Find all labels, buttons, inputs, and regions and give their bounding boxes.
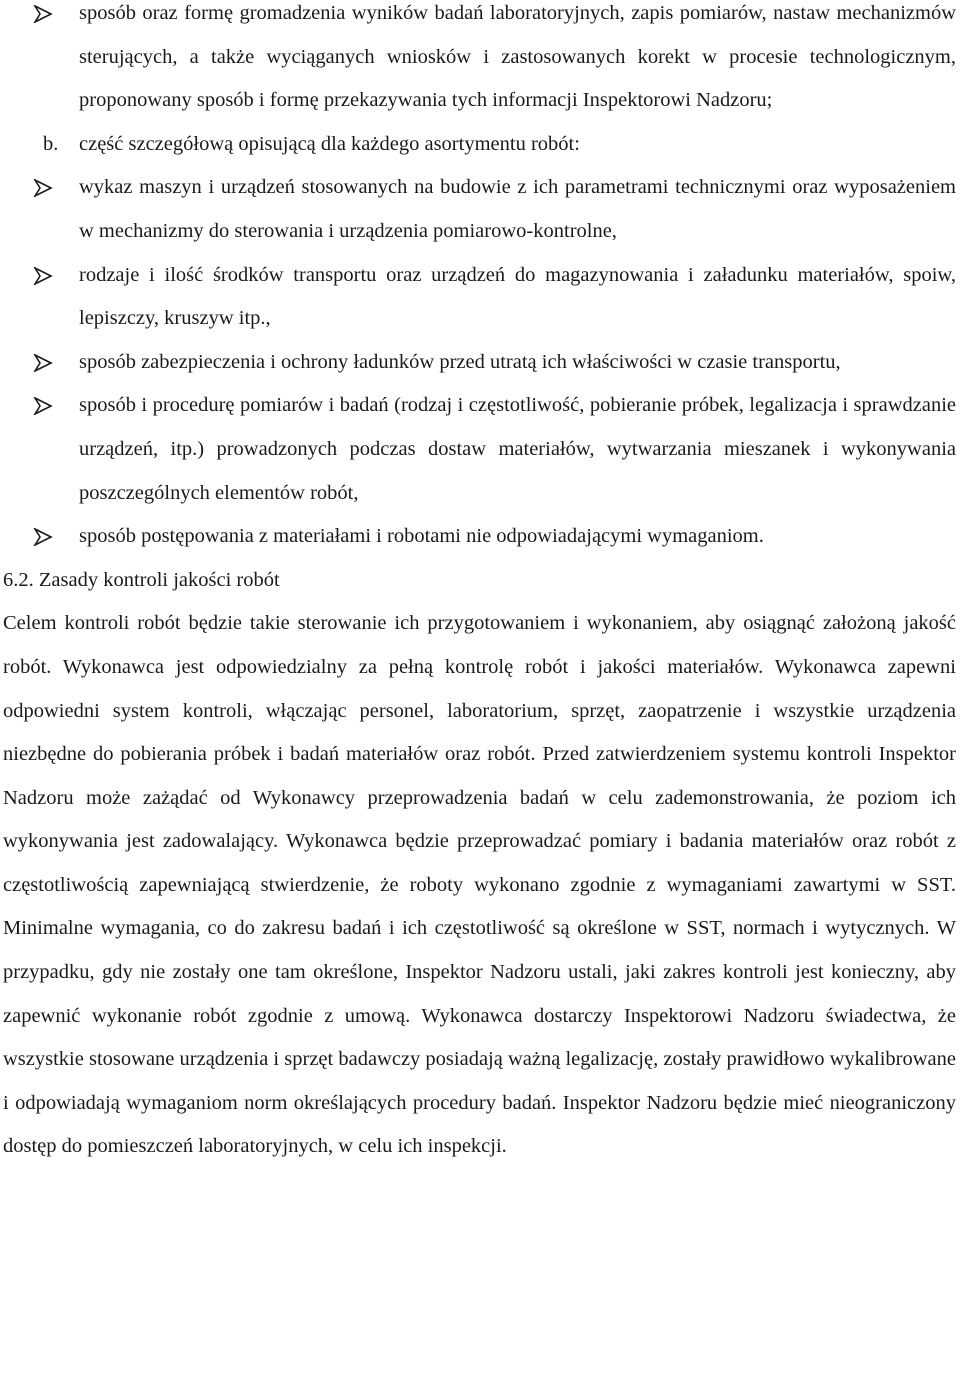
arrowhead-outline-icon	[33, 179, 53, 197]
list-letter: b.	[43, 132, 59, 155]
bullet-text: sposób i procedurę pomiarów i badań (rodzaj i częstotliwość, pobieranie próbek, legalizacja i sprawdzanie urządzeń, itp.) prowadzonych podczas dostaw materiałów, wytwarzania mieszanek i wykonywania poszczególnych elementów robót,	[79, 394, 956, 504]
list-item-b	[3, 123, 956, 167]
arrowhead-outline-icon	[33, 267, 53, 285]
bullet-text: wykaz maszyn i urządzeń stosowanych na budowie z ich parametrami technicznymi oraz wyposażeniem w mechanizmy do sterowania i urządzenia pomiarowo-kontrolne,	[79, 176, 956, 242]
section-heading: 6.2. Zasady kontroli jakości robót	[3, 568, 280, 591]
arrowhead-outline-icon	[33, 354, 53, 372]
bullet-item-machines	[3, 166, 956, 253]
arrowhead-outline-icon	[33, 397, 53, 415]
bullet-item-nonconforming	[3, 515, 956, 559]
list-item-title: część szczegółową opisującą dla każdego asortymentu robót:	[79, 132, 580, 155]
arrowhead-outline-icon	[33, 528, 53, 546]
bullet-text: rodzaje i ilość środków transportu oraz urządzeń do magazynowania i załadunku materiałów, spoiw, lepiszczy, kruszyw itp.,	[79, 263, 956, 330]
arrowhead-outline-icon	[33, 5, 53, 23]
bullet-item-protection	[3, 341, 956, 385]
bullet-text: sposób oraz formę gromadzenia wyników badań laboratoryjnych, zapis pomiarów, nastaw mechanizmów sterujących, a także wyciąganych wniosków i zastosowanych korekt w procesie technologicznym, proponowany sposób i formę przekazywania tych informacji Inspektorowi Nadzoru;	[79, 2, 956, 112]
body-paragraph: Celem kontroli robót będzie takie sterowanie ich przygotowaniem i wykonaniem, aby osiągnąć założoną jakość robót. Wykonawca jest odpowiedzialny za pełną kontrolę robót i jakości materiałów. Wykonawca zapewni odpowiedni system kontroli, włączając personel, laboratorium, sprzęt, zaopatrzenie i wszystkie urządzenia niezbędne do pobierania próbek i badań materiałów oraz robót. Przed zatwierdzeniem systemu kontroli Inspektor Nadzoru może zażądać od Wykonawcy przeprowadzenia badań w celu zademonstrowania, że poziom ich wykonywania jest zadowalający. Wykonawca będzie przeprowadzać pomiary i badania materiałów oraz robót z częstotliwością zapewniającą stwierdzenie, że roboty wykonano zgodnie z wymaganiami zawartymi w SST. Minimalne wymagania, co do zakresu badań i ich częstotliwość są określone w SST, normach i wytycznych. W przypadku, gdy nie zostały one tam określone, Inspektor Nadzoru ustali, jaki zakres kontroli jest konieczny, aby zapewnić wykonanie robót zgodnie z umową. Wykonawca dostarczy Inspektorowi Nadzoru świadectwa, że wszystkie stosowane urządzenia i sprzęt badawczy posiadają ważną legalizację, zostały prawidłowo wykalibrowane i odpowiadają wymaganiom norm określających procedury badań. Inspektor Nadzoru będzie mieć nieograniczony dostęp do pomieszczeń laboratoryjnych, w celu ich inspekcji.	[3, 612, 956, 1158]
bullet-item-procedures	[3, 384, 956, 515]
bullet-text: sposób zabezpieczenia i ochrony ładunków przed utratą ich właściwości w czasie transportu,	[79, 350, 841, 373]
bullet-text: sposób postępowania z materiałami i robotami nie odpowiadającymi wymaganiom.	[79, 525, 764, 548]
bullet-item-data-recording	[3, 0, 956, 123]
bullet-item-transport	[3, 254, 956, 341]
